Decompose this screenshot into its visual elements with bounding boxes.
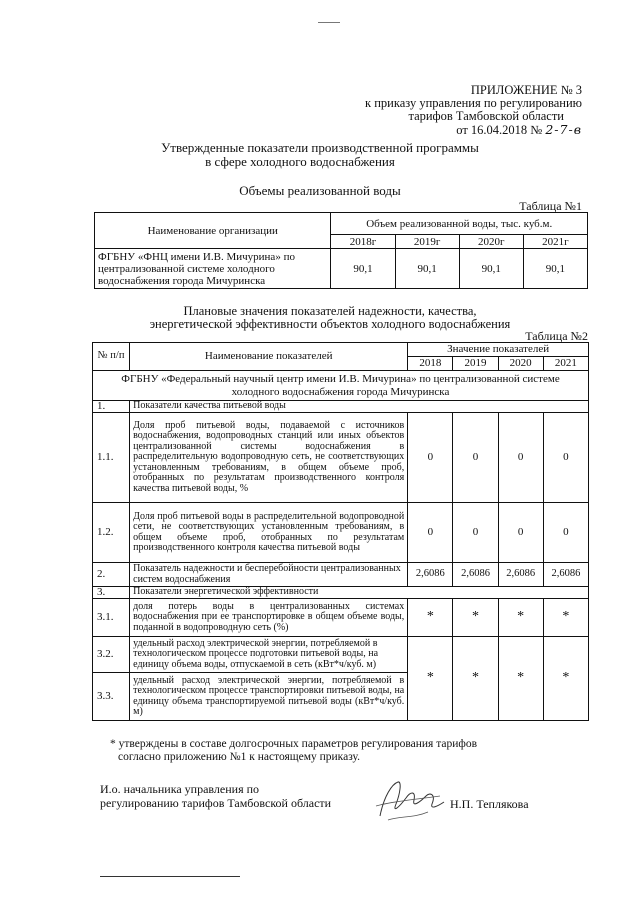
row-value: 2,6086 — [498, 563, 543, 587]
row-num: 1.2. — [93, 503, 130, 563]
doc-title — [0, 141, 640, 169]
signer-title-line2: регулированию тарифов Тамбовской области — [100, 796, 332, 810]
signature-block — [100, 782, 331, 810]
section2-title — [80, 305, 580, 331]
row-value: 0 — [453, 503, 498, 563]
appendix-line3 — [365, 123, 582, 137]
volume-value: 90,1 — [459, 249, 523, 289]
row-num: 3.2. — [93, 637, 130, 673]
header-year: 2018 — [408, 357, 453, 371]
doc-title-line2: в сфере холодного водоснабжения — [205, 154, 395, 169]
section1-title: Объемы реализованной воды — [239, 183, 401, 198]
handwritten-signature — [370, 776, 450, 824]
indicators-table — [92, 342, 589, 721]
row-value: 0 — [498, 413, 543, 503]
appendix-date: от 16.04.2018 № — [456, 123, 543, 137]
footnote-line1: * утверждены в составе долгосрочных параметров регулирования тарифов — [110, 738, 478, 750]
header-year: 2019г — [395, 235, 459, 249]
row-value: 0 — [408, 503, 453, 563]
table1-label: Таблица №1 — [519, 199, 582, 213]
row-value: 0 — [543, 413, 588, 503]
appendix-line2: тарифов Тамбовской области — [408, 109, 564, 123]
org-cell: ФГБНУ «ФНЦ имени И.В. Мичурина» по централизованной системе холодного водоснабжения города Мичуринска — [95, 249, 331, 289]
header-volume: Объем реализованной воды, тыс. куб.м. — [331, 213, 588, 235]
appendix-line1: к приказу управления по регулированию — [365, 96, 582, 110]
row-value: 0 — [453, 413, 498, 503]
row-name: Доля проб питьевой воды в распределительной водопроводной сети, не соответствующих установленным требованиям, в общем объеме проб, отобранных по результатам производственного контроля качества питьевой воды — [130, 503, 408, 563]
row-name: Показатели энергетической эффективности — [130, 587, 589, 599]
signer-name: Н.П. Теплякова — [450, 797, 529, 811]
merged-value: * — [408, 637, 453, 721]
footnote — [110, 738, 477, 764]
header-num: № п/п — [93, 343, 130, 371]
footnote-line2: согласно приложению №1 к настоящему приказу. — [118, 751, 360, 763]
top-mark — [318, 22, 340, 23]
row-value: 0 — [498, 503, 543, 563]
header-year: 2018г — [331, 235, 395, 249]
header-year: 2020 — [498, 357, 543, 371]
row-name: Доля проб питьевой воды, подаваемой с источников водоснабжения, водопроводных станций или иных объектов централизованной системы водоснабжения в распределительную водопроводную сеть, не соответствующих установленным требованиям, в общем объеме проб, отобранных по результатам производственного контроля качества питьевой воды, % — [130, 413, 408, 503]
row-num: 3.3. — [93, 673, 130, 721]
section2-title-line1: Плановые значения показателей надежности, качества, — [183, 304, 477, 318]
handwritten-order-number: 2-7-в — [545, 122, 582, 137]
row-num: 1. — [93, 401, 130, 413]
volume-value: 90,1 — [395, 249, 459, 289]
row-value: 2,6086 — [453, 563, 498, 587]
row-value: * — [408, 599, 453, 637]
row-value: 2,6086 — [408, 563, 453, 587]
volume-value: 90,1 — [523, 249, 587, 289]
row-name: удельный расход электрической энергии, потребляемой в технологическом процессе подготовки питьевой воды, на единицу объема воды, отпускаемой в сеть (кВт*ч/куб. м) — [130, 637, 408, 673]
row-value: * — [498, 599, 543, 637]
doc-title-line1: Утвержденные показатели производственной программы — [161, 140, 479, 155]
volumes-table — [94, 212, 588, 289]
row-name: доля потерь воды в централизованных системах водоснабжения при ее транспортировке в общем объеме воды, поданной в водопроводную сеть (%) — [130, 599, 408, 637]
header-year: 2020г — [459, 235, 523, 249]
row-value: 0 — [408, 413, 453, 503]
row-name: удельный расход электрической энергии, потребляемой в технологическом процессе транспортировки питьевой воды, на единицу объема транспортируемой питьевой воды (кВт*ч/куб. м) — [130, 673, 408, 721]
appendix-title: ПРИЛОЖЕНИЕ № 3 — [470, 83, 582, 97]
signer-title-line1: И.о. начальника управления по — [100, 782, 260, 796]
bottom-rule — [100, 876, 240, 877]
header-year: 2021г — [523, 235, 587, 249]
row-value: * — [453, 599, 498, 637]
row-num: 3.1. — [93, 599, 130, 637]
merged-value: * — [543, 637, 588, 721]
header-year: 2021 — [543, 357, 588, 371]
appendix-header — [365, 84, 582, 137]
merged-value: * — [453, 637, 498, 721]
row-num: 3. — [93, 587, 130, 599]
row-name: Показатели качества питьевой воды — [130, 401, 589, 413]
row-num: 1.1. — [93, 413, 130, 503]
header-values: Значение показателей — [408, 343, 589, 357]
header-year: 2019 — [453, 357, 498, 371]
volume-value: 90,1 — [331, 249, 395, 289]
row-value: 0 — [543, 503, 588, 563]
org-row: ФГБНУ «Федеральный научный центр имени И.В. Мичурина» по централизованной системе холодного водоснабжения города Мичуринска — [93, 371, 589, 401]
section2-title-line2: энергетической эффективности объектов холодного водоснабжения — [149, 317, 511, 331]
merged-value: * — [498, 637, 543, 721]
row-value: * — [543, 599, 588, 637]
header-name: Наименование показателей — [130, 343, 408, 371]
table2-label: Таблица №2 — [525, 329, 588, 343]
header-org: Наименование организации — [95, 213, 331, 249]
row-value: 2,6086 — [543, 563, 588, 587]
row-num: 2. — [93, 563, 130, 587]
row-name: Показатель надежности и бесперебойности централизованных систем водоснабжения — [130, 563, 408, 587]
